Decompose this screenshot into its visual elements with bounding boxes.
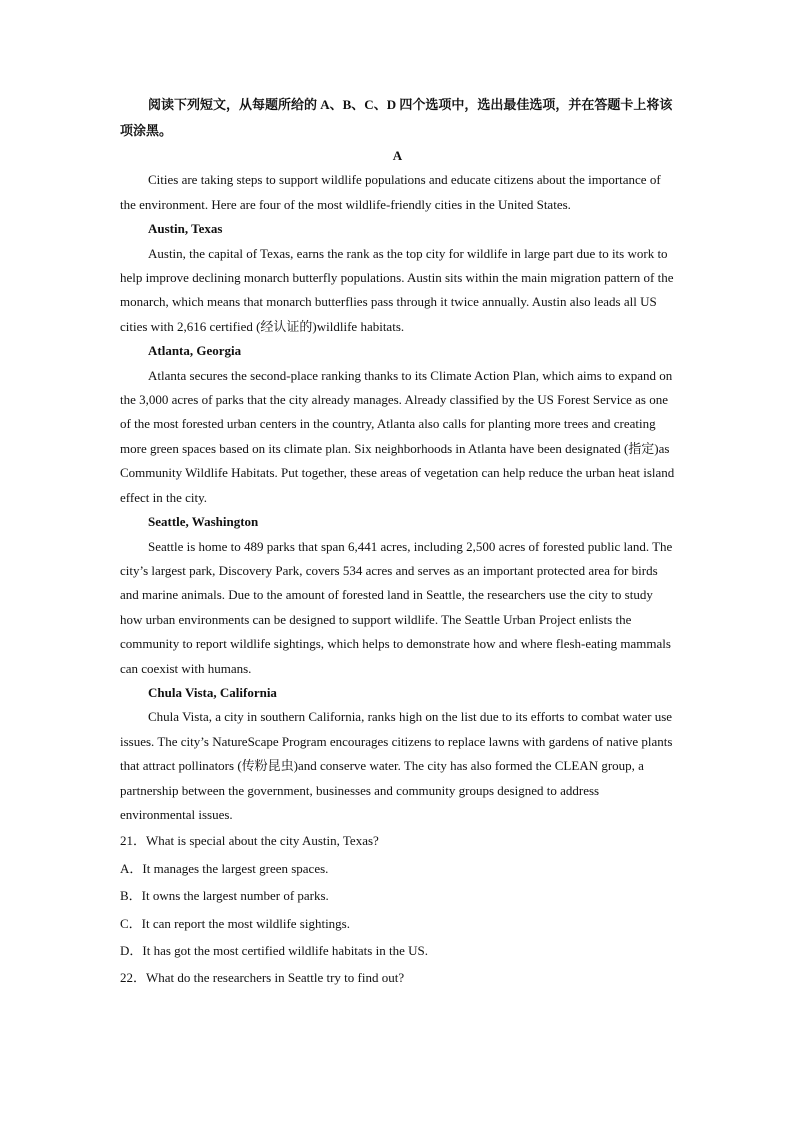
document-page bbox=[120, 92, 675, 992]
question-21: 21．What is special about the city Austin, Texas? bbox=[120, 833, 379, 849]
question-22: 22．What do the researchers in Seattle try to find out? bbox=[120, 970, 405, 986]
city-text-seattle: Seattle is home to 489 parks that span 6,441 acres, including 2,500 acres of forested public land. The city’s largest park, Discovery Park, covers 534 acres and serves as an important protected area for birds and marine animals. Due to the amount of forested land in Seattle, the researchers use the city to study how urban environments can be designed to support wildlife. The Seattle Urban Project enlists the community to report wildlife sightings, which helps to demonstrate how and where flesh-eating mammals can coexist with humans. bbox=[120, 538, 673, 676]
city-text-atlanta: Atlanta secures the second-place ranking thanks to its Climate Action Plan, which aims to expand on the 3,000 acres of parks that the city already manages. Already classified by the US Forest Service as one of the most forested urban centers in the country, Atlanta also calls for planting more trees and creating more green spaces based on its climate plan. Six neighborhoods in Atlanta have been designated (指定)as Community Wildlife Habitats. Put together, these areas of vegetation can help reduce the urban heat island effect in the city. bbox=[120, 367, 675, 505]
intro-paragraph: Cities are taking steps to support wildlife populations and educate citizens about the importance of the environment. Here are four of the most wildlife-friendly cities in the United States. bbox=[120, 172, 661, 212]
city-heading-austin: Austin, Texas bbox=[148, 221, 223, 237]
question-21-option-d: D．It has got the most certified wildlife habitats in the US. bbox=[120, 943, 428, 958]
city-text-austin: Austin, the capital of Texas, earns the rank as the top city for wildlife in large part due to its work to help improve declining monarch butterfly populations. Austin sits within the main migration pattern of the monarch, which means that monarch butterflies pass through it twice annually. Austin also leads all US cities with 2,616 certified (经认证的)wildlife habitats. bbox=[120, 245, 674, 334]
section-label: A bbox=[392, 148, 403, 163]
question-21-option-a: A．It manages the largest green spaces. bbox=[120, 860, 329, 876]
instruction: 阅读下列短文，从每题所给的 A、B、C、D 四个选项中，选出最佳选项，并在答题卡上将该项涂黑。 bbox=[120, 97, 673, 138]
city-text-chula-vista: Chula Vista, a city in southern California, ranks high on the list due to its efforts to combat water use issues. The city’s NatureScape Program encourages citizens to replace lawns with gardens of native plants that attract pollinators (传粉昆虫)and conserve water. The city has also formed the CLEAN group, a partnership between the government, businesses and community groups designed to address environmental issues. bbox=[120, 709, 673, 822]
city-heading-chula-vista: Chula Vista, California bbox=[148, 684, 277, 700]
question-21-option-c: C．It can report the most wildlife sightings. bbox=[120, 915, 350, 931]
city-heading-seattle: Seattle, Washington bbox=[148, 514, 259, 530]
question-21-option-b: B．It owns the largest number of parks. bbox=[120, 888, 329, 904]
city-heading-atlanta: Atlanta, Georgia bbox=[148, 343, 242, 359]
